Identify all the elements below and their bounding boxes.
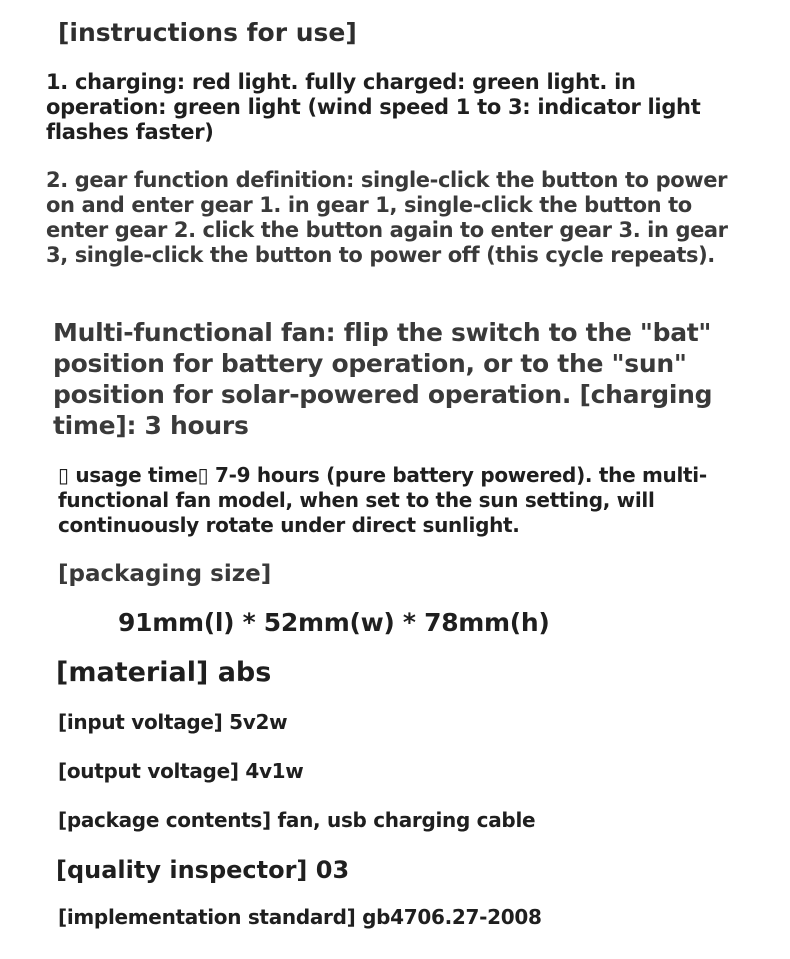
instructions-heading: [instructions for use] [58, 18, 357, 47]
packaging-size-label: [packaging size] [58, 561, 272, 587]
gear-function-note: 2. gear function definition: single-click the button to power on and enter gear 1. in gear 1, single-click the button to enter gear 2. click the button again to enter gear 3. in gear 3, single-click the button to power off (this cycle repeats). [46, 168, 728, 267]
quality-inspector-spec: [quality inspector] 03 [56, 856, 350, 884]
packaging-size-value: 91mm(l) * 52mm(w) * 78mm(h) [118, 608, 550, 637]
package-contents-spec: [package contents] fan, usb charging cable [58, 808, 536, 832]
implementation-standard-spec: [implementation standard] gb4706.27-2008 [58, 905, 542, 929]
input-voltage-spec: [input voltage] 5v2w [58, 710, 288, 734]
output-voltage-spec: [output voltage] 4v1w [58, 759, 304, 783]
multi-functional-fan-note: Multi-functional fan: flip the switch to the "bat" position for battery operation, or to the "sun" position for solar-powered operation. [charging time]: 3 hours [53, 318, 713, 440]
material-spec: [material] abs [56, 657, 272, 688]
usage-time-note: ▯ usage time▯ 7-9 hours (pure battery powered). the multi-functional fan model, when set to the sun setting, will continuously rotate under direct sunlight. [58, 463, 707, 537]
charging-note: 1. charging: red light. fully charged: green light. in operation: green light (wind speed 1 to 3: indicator light flashes faster) [46, 70, 701, 144]
